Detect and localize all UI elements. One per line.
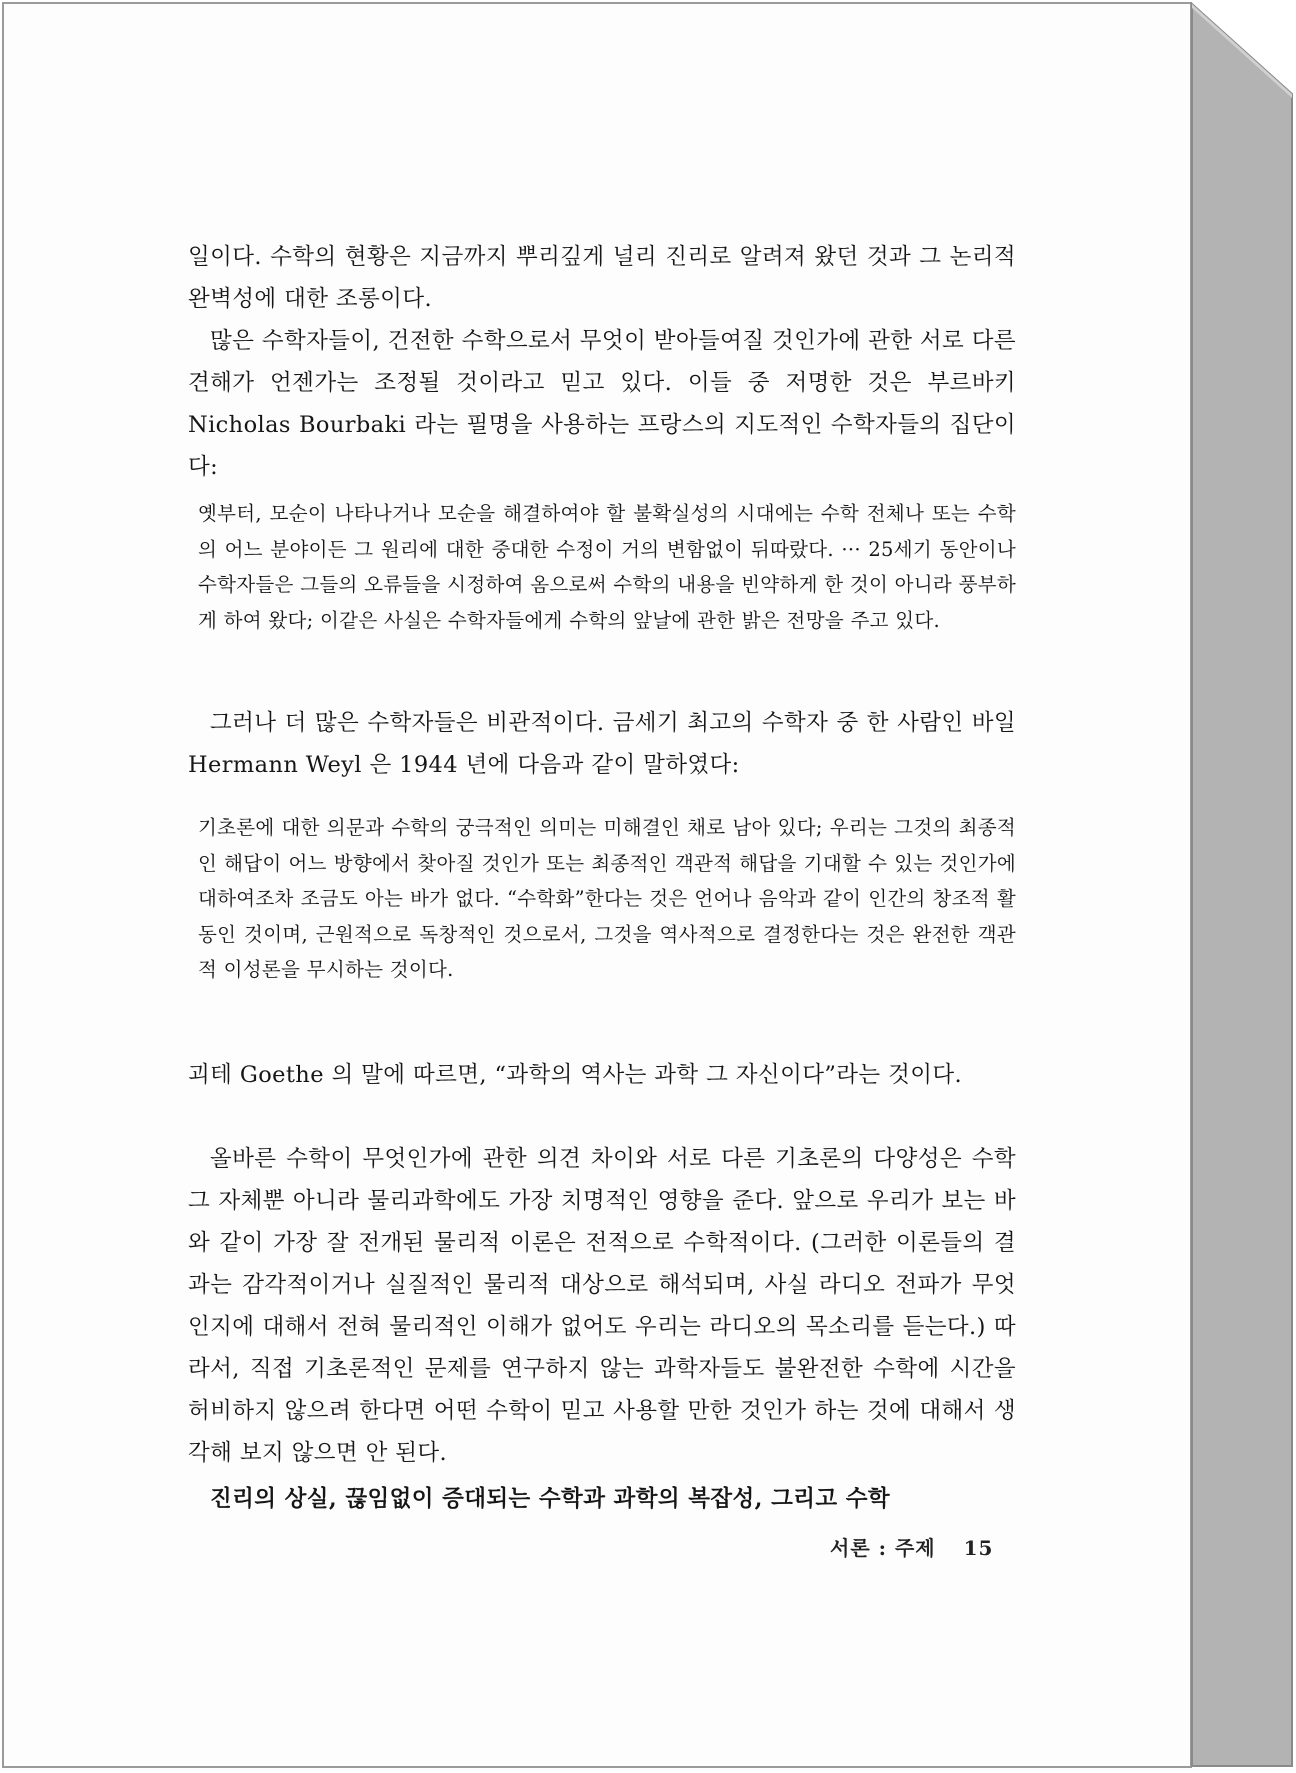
running-footer-section: 서론 : 주제 [830, 1536, 936, 1560]
block-quote-weyl: 기초론에 대한 의문과 수학의 궁극적인 의미는 미해결인 채로 남아 있다; 우리는 그것의 최종적인 해답이 어느 방향에서 찾아질 것인가 또는 최종적인 객관적 해답을 기대할 수 있는 것인가에 대하여조차 조금도 아는 바가 없다. “수학화”한다는 것은 언어나 음악과 같이 인간의 창조적 활동인 것이며, 근원적으로 독창적인 것으로서, 그것을 역사적으로 결정한다는 것은 완전한 객관적 이성론을 무시하는 것이다. [198, 816, 1016, 982]
paragraph-6: 진리의 상실, 끊임없이 증대되는 수학과 과학의 복잡성, 그리고 수학 [210, 1486, 890, 1512]
paragraph-6-block [188, 1478, 1016, 1520]
paragraph-3: 그러나 더 많은 수학자들은 비관적이다. 금세기 최고의 수학자 중 한 사람인 바일 Hermann Weyl 은 1944 년에 다음과 같이 말하였다: [188, 710, 1016, 778]
quote-1-block [188, 496, 1016, 638]
paragraph-4-block [188, 1054, 1016, 1096]
block-quote-bourbaki: 옛부터, 모순이 나타나거나 모순을 해결하여야 할 불확실성의 시대에는 수학 전체나 또는 수학의 어느 분야이든 그 원리에 대한 중대한 수정이 거의 변함없이 뒤따랐다. ··· 25세기 동안이나 수학자들은 그들의 오류들을 시정하여 옴으로써 수학의 내용을 빈약하게 한 것이 아니라 풍부하게 하여 왔다; 이같은 사실은 수학자들에게 수학의 앞날에 관한 밝은 전망을 주고 있다. [198, 502, 1016, 632]
paragraph-1-block [188, 236, 1016, 320]
page-footer [830, 1532, 993, 1561]
page-number: 15 [963, 1536, 994, 1560]
paragraph-2-block [188, 320, 1016, 488]
paragraph-1: 일이다. 수학의 현황은 지금까지 뿌리깊게 널리 진리로 알려져 왔던 것과 그 논리적 완벽성에 대한 조롱이다. [188, 244, 1016, 312]
paragraph-5: 올바른 수학이 무엇인가에 관한 의견 차이와 서로 다른 기초론의 다양성은 수학 그 자체뿐 아니라 물리과학에도 가장 치명적인 영향을 준다. 앞으로 우리가 보는 바와 같이 가장 잘 전개된 물리적 이론은 전적으로 수학적이다. (그러한 이론들의 결과는 감각적이거나 실질적인 물리적 대상으로 해석되며, 사실 라디오 전파가 무엇인지에 대해서 전혀 물리적인 이해가 없어도 우리는 라디오의 목소리를 듣는다.) 따라서, 직접 기초론적인 문제를 연구하지 않는 과학자들도 불완전한 수학에 시간을 허비하지 않으려 한다면 어떤 수학이 믿고 사용할 만한 것인가 하는 것에 대해서 생각해 보지 않으면 안 된다. [188, 1146, 1016, 1466]
quote-2-block [188, 810, 1016, 988]
paragraph-4: 괴테 Goethe 의 말에 따르면, “과학의 역사는 과학 그 자신이다”라는 것이다. [188, 1062, 963, 1088]
paragraph-3-block [188, 702, 1016, 786]
paragraph-5-block [188, 1138, 1016, 1474]
paragraph-2: 많은 수학자들이, 건전한 수학으로서 무엇이 받아들여질 것인가에 관한 서로 다른 견해가 언젠가는 조정될 것이라고 믿고 있다. 이들 중 저명한 것은 부르바키 Nicholas Bourbaki 라는 필명을 사용하는 프랑스의 지도적인 수학자들의 집단이다: [188, 328, 1016, 480]
page-side-right [1192, 4, 1292, 1766]
page-side-top [1192, 4, 1292, 98]
